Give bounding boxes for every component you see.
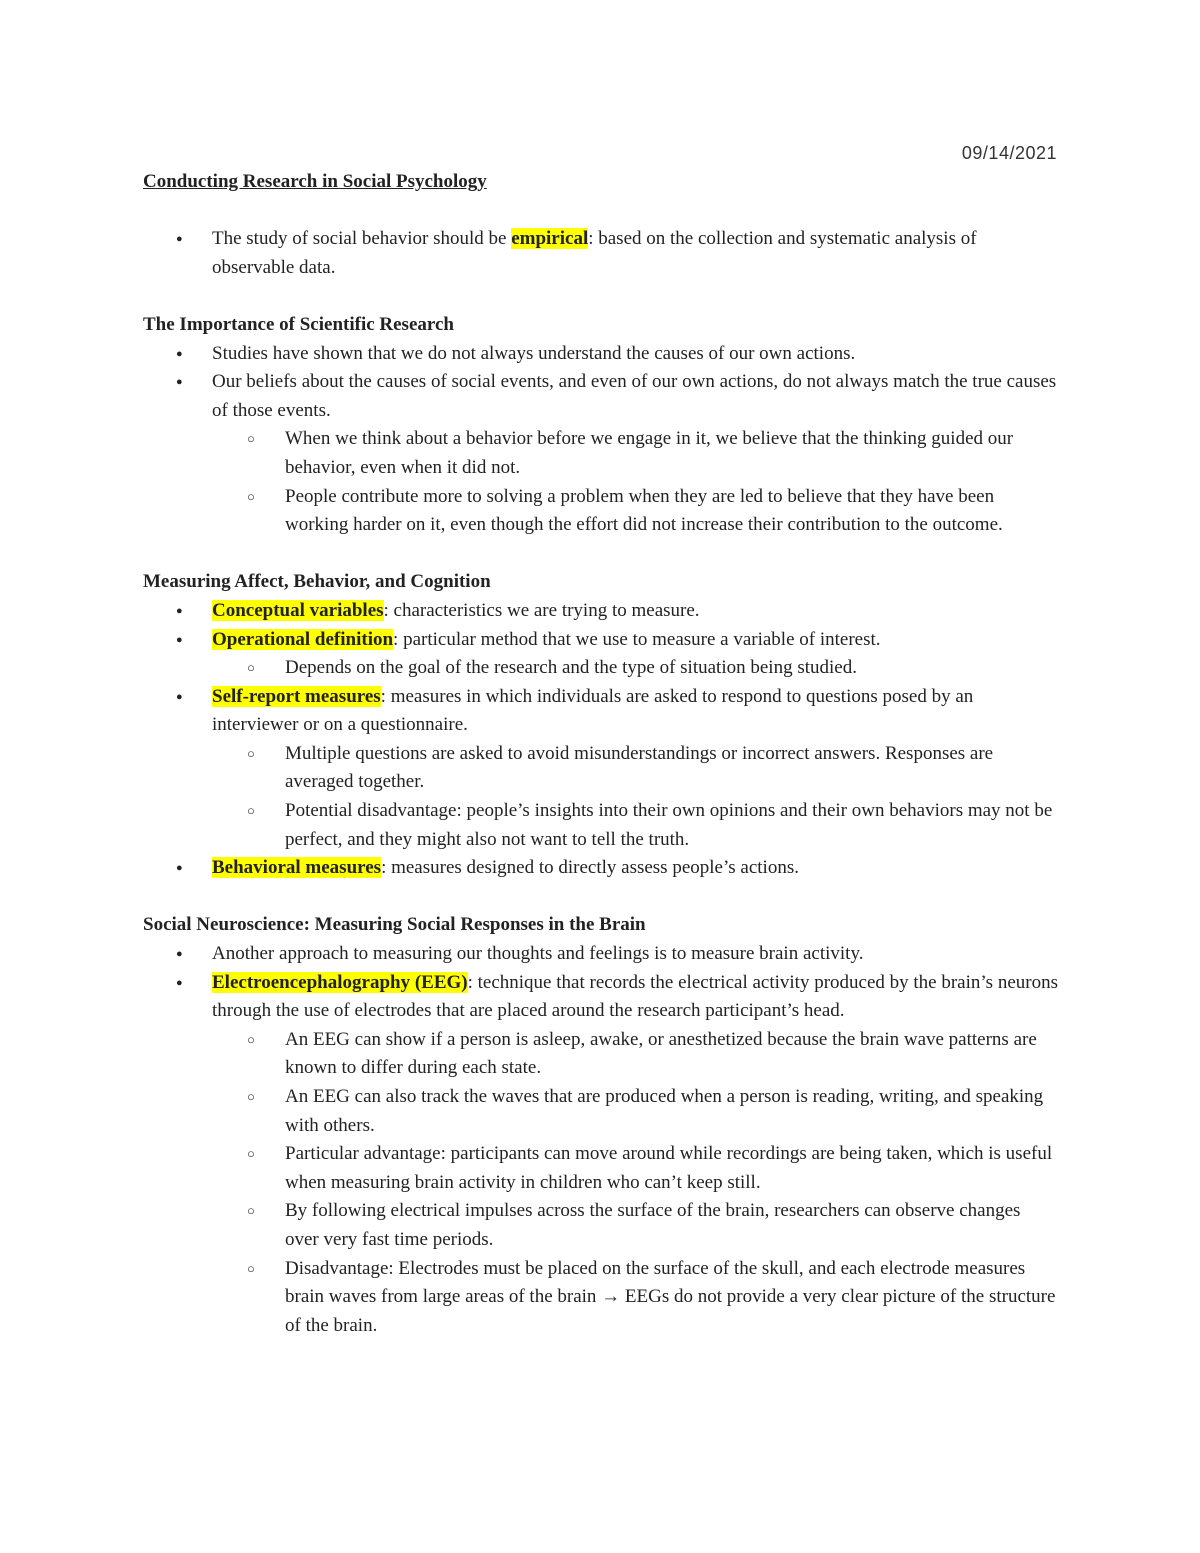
sub-list-item: ○ Disadvantage: Electrodes must be placed on the surface of the skull, and each electrode measures brain waves from large areas of the brain → EEGs do not provide a very clear picture of the structure of the brain.: [214, 1255, 1058, 1341]
highlighted-term: Self-report measures: [212, 685, 381, 707]
sub-list-item: ○ Potential disadvantage: people’s insights into their own opinions and their own behaviors may not be perfect, and they might also not want to tell the truth.: [214, 797, 1058, 854]
sub-list-item: ○ Multiple questions are asked to avoid misunderstandings or incorrect answers. Responses are averaged together.: [214, 740, 1058, 797]
section-heading: Measuring Affect, Behavior, and Cognition: [143, 571, 491, 593]
list-item: [143, 626, 1058, 683]
list-item: [143, 597, 1058, 626]
sub-list-item: ○ An EEG can show if a person is asleep, awake, or anesthetized because the brain wave patterns are known to differ during each state.: [214, 1026, 1058, 1083]
list-item: [143, 683, 1058, 855]
sub-list-item: ○ By following electrical impulses across the surface of the brain, researchers can observe changes over very fast time periods.: [214, 1197, 1058, 1254]
sub-list-item: ○ Depends on the goal of the research and the type of situation being studied.: [214, 654, 1058, 683]
section-list: [143, 940, 1058, 1340]
section-heading: Social Neuroscience: Measuring Social Responses in the Brain: [143, 914, 646, 936]
text: : particular method that we use to measure a variable of interest.: [393, 628, 881, 650]
sub-list-item: ○ Particular advantage: participants can move around while recordings are being taken, which is useful when measuring brain activity in children who can’t keep still.: [214, 1140, 1058, 1197]
sub-list-item: ○ When we think about a behavior before we engage in it, we believe that the thinking guided our behavior, even when it did not.: [214, 425, 1058, 482]
list-item: ● Studies have shown that we do not always understand the causes of our own actions.: [143, 340, 1058, 369]
list-item: [143, 854, 1058, 883]
sub-list-item: ○ People contribute more to solving a problem when they are led to believe that they have been working harder on it, even though the effort did not increase their contribution to the outcome.: [214, 483, 1058, 540]
text: : measures designed to directly assess people’s actions.: [381, 857, 799, 879]
text: : based on the collection and systematic analysis of observable data.: [212, 228, 977, 278]
date: 09/14/2021: [961, 143, 1057, 163]
list-item: [143, 969, 1058, 1341]
sub-list: [143, 425, 1058, 539]
highlighted-term: Behavioral measures: [212, 857, 382, 879]
sub-list: [143, 654, 1058, 683]
text: The study of social behavior should be: [212, 228, 512, 250]
section-list: [143, 597, 1058, 883]
document-title: Conducting Research in Social Psychology: [143, 171, 487, 192]
highlighted-term: Electroencephalography (EEG): [212, 971, 468, 993]
list-item: ● Another approach to measuring our thoughts and feelings is to measure brain activity.: [143, 940, 1058, 969]
section-heading: The Importance of Scientific Research: [143, 313, 454, 335]
text: : characteristics we are trying to measure.: [383, 599, 700, 621]
list-item: [143, 225, 1058, 282]
highlighted-term: empirical: [511, 228, 589, 250]
highlighted-term: Operational definition: [212, 628, 394, 650]
sub-list-item: ○ An EEG can also track the waves that are produced when a person is reading, writing, and speaking with others.: [214, 1083, 1058, 1140]
text: : technique that records the electrical activity produced by the brain’s neurons through the use of electrodes that are placed around the research participant’s head.: [212, 971, 1058, 1022]
sub-list: [143, 740, 1058, 854]
text: : measures in which individuals are asked to respond to questions posed by an interviewer or on a questionnaire.: [212, 685, 974, 736]
list-item: [143, 368, 1058, 540]
document-body: [143, 168, 1058, 1340]
sub-list: [143, 1026, 1058, 1341]
text: Our beliefs about the causes of social events, and even of our own actions, do not always match the true causes of those events.: [212, 371, 1057, 421]
intro-list: [143, 225, 1058, 282]
section-list: [143, 340, 1058, 540]
highlighted-term: Conceptual variables: [212, 599, 384, 621]
